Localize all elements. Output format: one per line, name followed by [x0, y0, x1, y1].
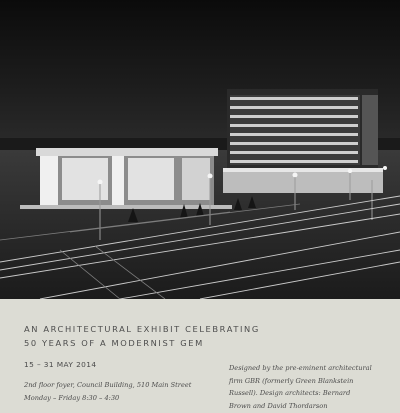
headline-line-1: AN ARCHITECTURAL EXHIBIT CELEBRATING — [24, 324, 260, 334]
headline-line-2: 50 YEARS OF A MODERNIST GEM — [24, 338, 204, 348]
exhibit-dates: 15 – 31 MAY 2014 — [24, 360, 97, 369]
info-panel — [0, 299, 400, 411]
venue-address: 2nd floor foyer, Council Building, 510 Main Street — [24, 381, 192, 389]
office-tower — [223, 89, 383, 193]
credits-line-4: Brown and David Thordarson — [229, 402, 328, 411]
credits-line-3: Russell). Design architects: Bernard — [229, 389, 351, 398]
venue-hours: Monday – Friday 8:30 – 4:30 — [24, 394, 120, 402]
credits-line-2: firm GBR (formerly Green Blankstein — [229, 376, 354, 385]
exhibit-headline — [24, 322, 260, 350]
pavilion-building — [20, 148, 232, 209]
credits-line-1: Designed by the pre-eminent architectural — [229, 364, 372, 372]
design-credits — [229, 362, 394, 413]
venue-info — [24, 379, 191, 405]
